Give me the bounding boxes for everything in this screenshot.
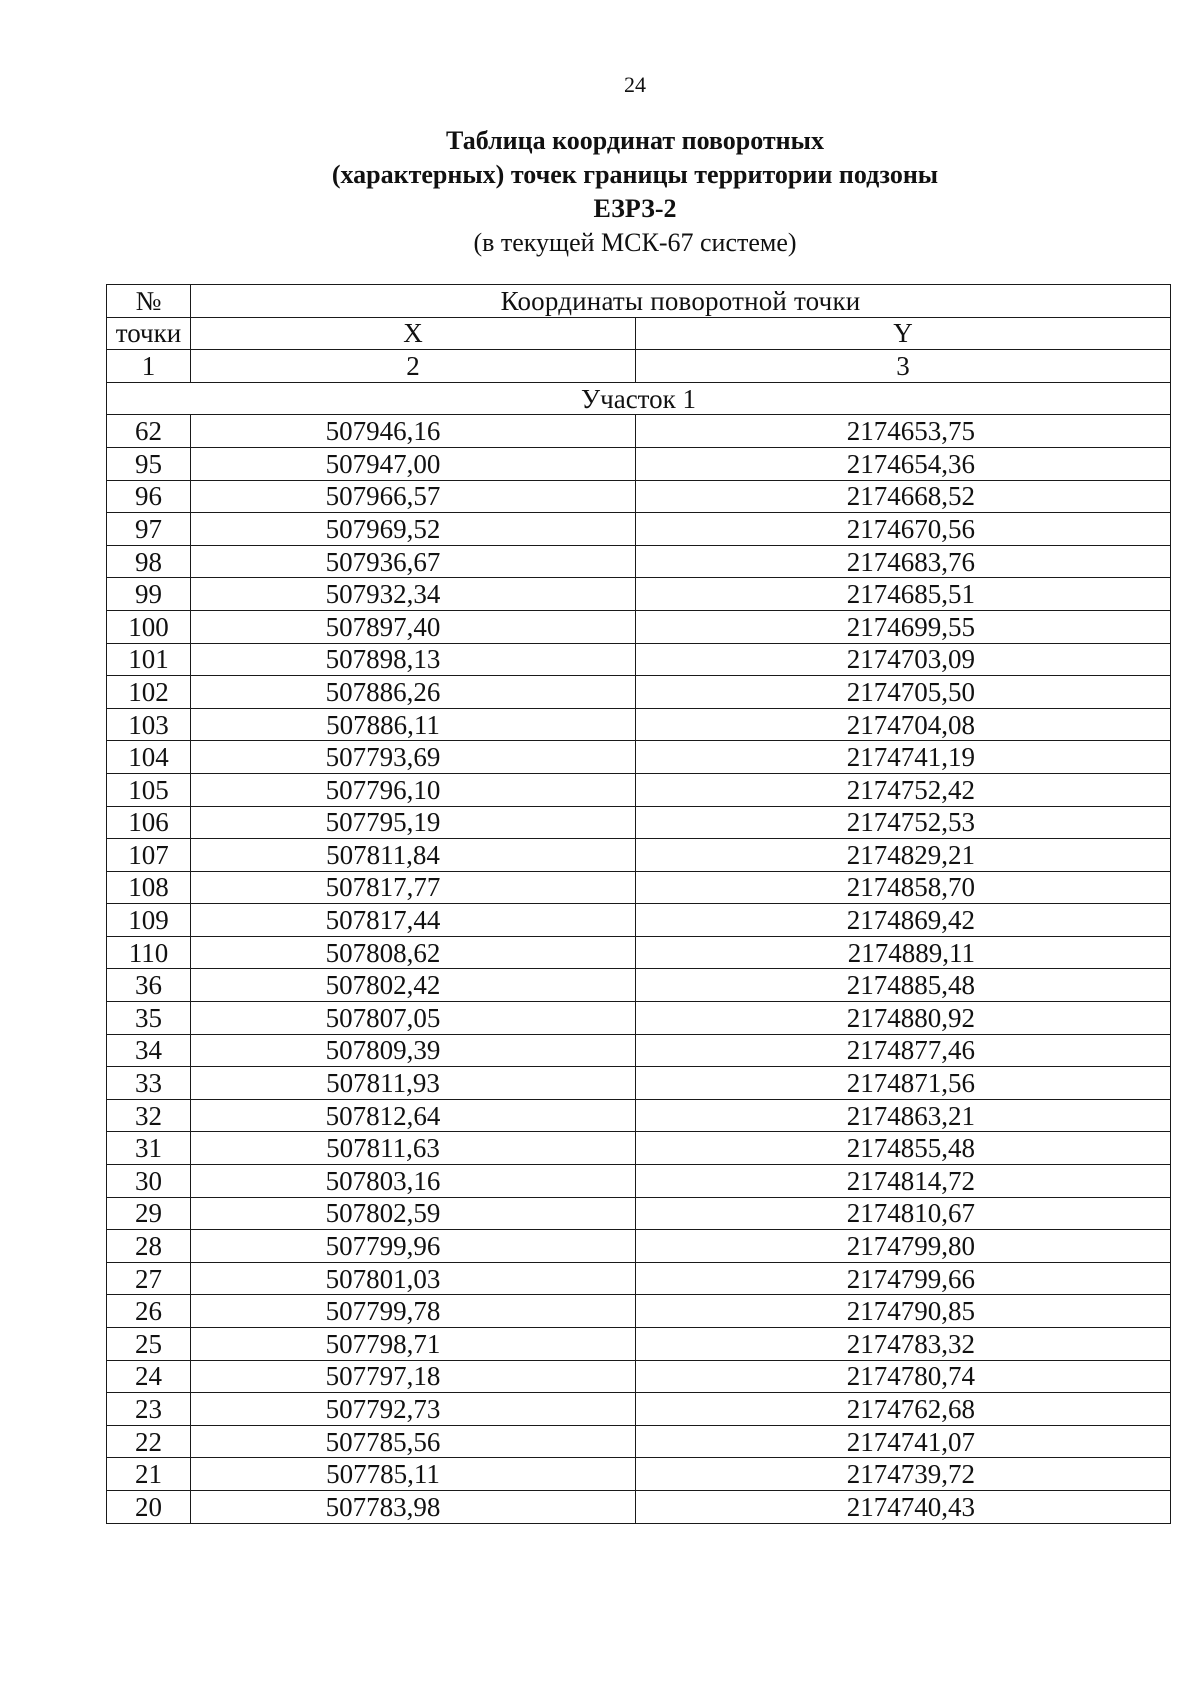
x-coordinate-cell: 507817,44 — [191, 904, 636, 937]
point-number-cell: 103 — [107, 708, 191, 741]
point-number-cell: 24 — [107, 1360, 191, 1393]
point-number-cell: 29 — [107, 1197, 191, 1230]
x-coordinate-cell: 507799,96 — [191, 1230, 636, 1263]
point-number-cell: 101 — [107, 643, 191, 676]
y-coordinate-cell: 2174703,09 — [636, 643, 1171, 676]
point-number-cell: 108 — [107, 871, 191, 904]
point-number-cell: 97 — [107, 513, 191, 546]
title-line-3: ЕЗРЗ-2 — [593, 194, 677, 223]
y-coordinate-cell: 2174790,85 — [636, 1295, 1171, 1328]
table-row — [107, 1393, 1171, 1426]
title-subtitle: (в текущей МСК-67 системе) — [473, 228, 797, 257]
x-coordinate-cell: 507811,93 — [191, 1067, 636, 1100]
header-y-label: Y — [636, 317, 1171, 350]
y-coordinate-cell: 2174869,42 — [636, 904, 1171, 937]
y-coordinate-cell: 2174799,66 — [636, 1262, 1171, 1295]
y-coordinate-cell: 2174670,56 — [636, 513, 1171, 546]
x-coordinate-cell: 507936,67 — [191, 545, 636, 578]
table-row — [107, 1067, 1171, 1100]
point-number-cell: 21 — [107, 1458, 191, 1491]
y-coordinate-cell: 2174699,55 — [636, 610, 1171, 643]
table-row — [107, 1490, 1171, 1523]
header-index-2: 2 — [191, 350, 636, 383]
x-coordinate-cell: 507811,63 — [191, 1132, 636, 1165]
x-coordinate-cell: 507799,78 — [191, 1295, 636, 1328]
y-coordinate-cell: 2174889,11 — [636, 936, 1171, 969]
table-row — [107, 676, 1171, 709]
x-coordinate-cell: 507796,10 — [191, 773, 636, 806]
table-row — [107, 839, 1171, 872]
x-coordinate-cell: 507898,13 — [191, 643, 636, 676]
point-number-cell: 30 — [107, 1165, 191, 1198]
point-number-cell: 31 — [107, 1132, 191, 1165]
point-number-cell: 33 — [107, 1067, 191, 1100]
header-row-1 — [107, 285, 1171, 318]
header-index-3: 3 — [636, 350, 1171, 383]
x-coordinate-cell: 507886,11 — [191, 708, 636, 741]
point-number-cell: 28 — [107, 1230, 191, 1263]
y-coordinate-cell: 2174858,70 — [636, 871, 1171, 904]
x-coordinate-cell: 507785,56 — [191, 1425, 636, 1458]
table-row — [107, 1458, 1171, 1491]
y-coordinate-cell: 2174885,48 — [636, 969, 1171, 1002]
section-title: Участок 1 — [107, 382, 1171, 415]
coordinates-table — [106, 284, 1171, 1524]
point-number-cell: 35 — [107, 1002, 191, 1035]
point-number-cell: 26 — [107, 1295, 191, 1328]
y-coordinate-cell: 2174653,75 — [636, 415, 1171, 448]
y-coordinate-cell: 2174739,72 — [636, 1458, 1171, 1491]
point-number-cell: 96 — [107, 480, 191, 513]
table-row — [107, 969, 1171, 1002]
point-number-cell: 95 — [107, 447, 191, 480]
table-row — [107, 1262, 1171, 1295]
x-coordinate-cell: 507802,42 — [191, 969, 636, 1002]
y-coordinate-cell: 2174871,56 — [636, 1067, 1171, 1100]
x-coordinate-cell: 507795,19 — [191, 806, 636, 839]
x-coordinate-cell: 507798,71 — [191, 1328, 636, 1361]
point-number-cell: 36 — [107, 969, 191, 1002]
title-line-2: (характерных) точек границы территории подзоны — [331, 160, 939, 189]
point-number-cell: 20 — [107, 1490, 191, 1523]
point-number-cell: 22 — [107, 1425, 191, 1458]
title-line-1: Таблица координат поворотных — [446, 126, 824, 155]
y-coordinate-cell: 2174880,92 — [636, 1002, 1171, 1035]
y-coordinate-cell: 2174704,08 — [636, 708, 1171, 741]
point-number-cell: 105 — [107, 773, 191, 806]
table-row — [107, 1295, 1171, 1328]
point-number-cell: 106 — [107, 806, 191, 839]
x-coordinate-cell: 507807,05 — [191, 1002, 636, 1035]
y-coordinate-cell: 2174740,43 — [636, 1490, 1171, 1523]
page-number: 24 — [624, 72, 646, 97]
table-row — [107, 1360, 1171, 1393]
x-coordinate-cell: 507969,52 — [191, 513, 636, 546]
x-coordinate-cell: 507897,40 — [191, 610, 636, 643]
y-coordinate-cell: 2174783,32 — [636, 1328, 1171, 1361]
table-row — [107, 806, 1171, 839]
y-coordinate-cell: 2174683,76 — [636, 545, 1171, 578]
document-title — [0, 124, 1200, 260]
table-row — [107, 904, 1171, 937]
table-row — [107, 1230, 1171, 1263]
point-number-cell: 34 — [107, 1034, 191, 1067]
y-coordinate-cell: 2174814,72 — [636, 1165, 1171, 1198]
header-num-bottom: точки — [107, 317, 191, 350]
x-coordinate-cell: 507932,34 — [191, 578, 636, 611]
table-row — [107, 708, 1171, 741]
x-coordinate-cell: 507966,57 — [191, 480, 636, 513]
y-coordinate-cell: 2174685,51 — [636, 578, 1171, 611]
table-row — [107, 1099, 1171, 1132]
table-row — [107, 1132, 1171, 1165]
x-coordinate-cell: 507797,18 — [191, 1360, 636, 1393]
table-row — [107, 643, 1171, 676]
point-number-cell: 100 — [107, 610, 191, 643]
y-coordinate-cell: 2174855,48 — [636, 1132, 1171, 1165]
y-coordinate-cell: 2174654,36 — [636, 447, 1171, 480]
point-number-cell: 62 — [107, 415, 191, 448]
y-coordinate-cell: 2174863,21 — [636, 1099, 1171, 1132]
point-number-cell: 99 — [107, 578, 191, 611]
x-coordinate-cell: 507792,73 — [191, 1393, 636, 1426]
table-row — [107, 1425, 1171, 1458]
y-coordinate-cell: 2174705,50 — [636, 676, 1171, 709]
x-coordinate-cell: 507809,39 — [191, 1034, 636, 1067]
table-row — [107, 578, 1171, 611]
point-number-cell: 110 — [107, 936, 191, 969]
table-row — [107, 741, 1171, 774]
header-x-label: X — [191, 317, 636, 350]
x-coordinate-cell: 507785,11 — [191, 1458, 636, 1491]
table-row — [107, 773, 1171, 806]
table-row — [107, 480, 1171, 513]
y-coordinate-cell: 2174799,80 — [636, 1230, 1171, 1263]
x-coordinate-cell: 507946,16 — [191, 415, 636, 448]
table-row — [107, 447, 1171, 480]
x-coordinate-cell: 507886,26 — [191, 676, 636, 709]
y-coordinate-cell: 2174741,07 — [636, 1425, 1171, 1458]
y-coordinate-cell: 2174810,67 — [636, 1197, 1171, 1230]
y-coordinate-cell: 2174829,21 — [636, 839, 1171, 872]
table-row — [107, 1165, 1171, 1198]
header-row-index — [107, 350, 1171, 383]
point-number-cell: 27 — [107, 1262, 191, 1295]
y-coordinate-cell: 2174752,53 — [636, 806, 1171, 839]
point-number-cell: 98 — [107, 545, 191, 578]
table-row — [107, 1002, 1171, 1035]
x-coordinate-cell: 507803,16 — [191, 1165, 636, 1198]
y-coordinate-cell: 2174668,52 — [636, 480, 1171, 513]
y-coordinate-cell: 2174752,42 — [636, 773, 1171, 806]
table-row — [107, 415, 1171, 448]
table-row — [107, 1197, 1171, 1230]
x-coordinate-cell: 507808,62 — [191, 936, 636, 969]
point-number-cell: 104 — [107, 741, 191, 774]
table-row — [107, 545, 1171, 578]
x-coordinate-cell: 507812,64 — [191, 1099, 636, 1132]
y-coordinate-cell: 2174877,46 — [636, 1034, 1171, 1067]
x-coordinate-cell: 507793,69 — [191, 741, 636, 774]
table-row — [107, 936, 1171, 969]
table-row — [107, 513, 1171, 546]
point-number-cell: 23 — [107, 1393, 191, 1426]
header-index-1: 1 — [107, 350, 191, 383]
point-number-cell: 107 — [107, 839, 191, 872]
coordinates-table-body — [107, 285, 1171, 1524]
header-coords-title: Координаты поворотной точки — [191, 285, 1171, 318]
x-coordinate-cell: 507802,59 — [191, 1197, 636, 1230]
section-row — [107, 382, 1171, 415]
y-coordinate-cell: 2174762,68 — [636, 1393, 1171, 1426]
x-coordinate-cell: 507817,77 — [191, 871, 636, 904]
x-coordinate-cell: 507947,00 — [191, 447, 636, 480]
header-num-top: № — [107, 285, 191, 318]
header-row-2 — [107, 317, 1171, 350]
point-number-cell: 25 — [107, 1328, 191, 1361]
table-row — [107, 610, 1171, 643]
x-coordinate-cell: 507811,84 — [191, 839, 636, 872]
table-row — [107, 1034, 1171, 1067]
y-coordinate-cell: 2174741,19 — [636, 741, 1171, 774]
point-number-cell: 32 — [107, 1099, 191, 1132]
point-number-cell: 109 — [107, 904, 191, 937]
y-coordinate-cell: 2174780,74 — [636, 1360, 1171, 1393]
table-row — [107, 871, 1171, 904]
x-coordinate-cell: 507783,98 — [191, 1490, 636, 1523]
x-coordinate-cell: 507801,03 — [191, 1262, 636, 1295]
table-row — [107, 1328, 1171, 1361]
point-number-cell: 102 — [107, 676, 191, 709]
